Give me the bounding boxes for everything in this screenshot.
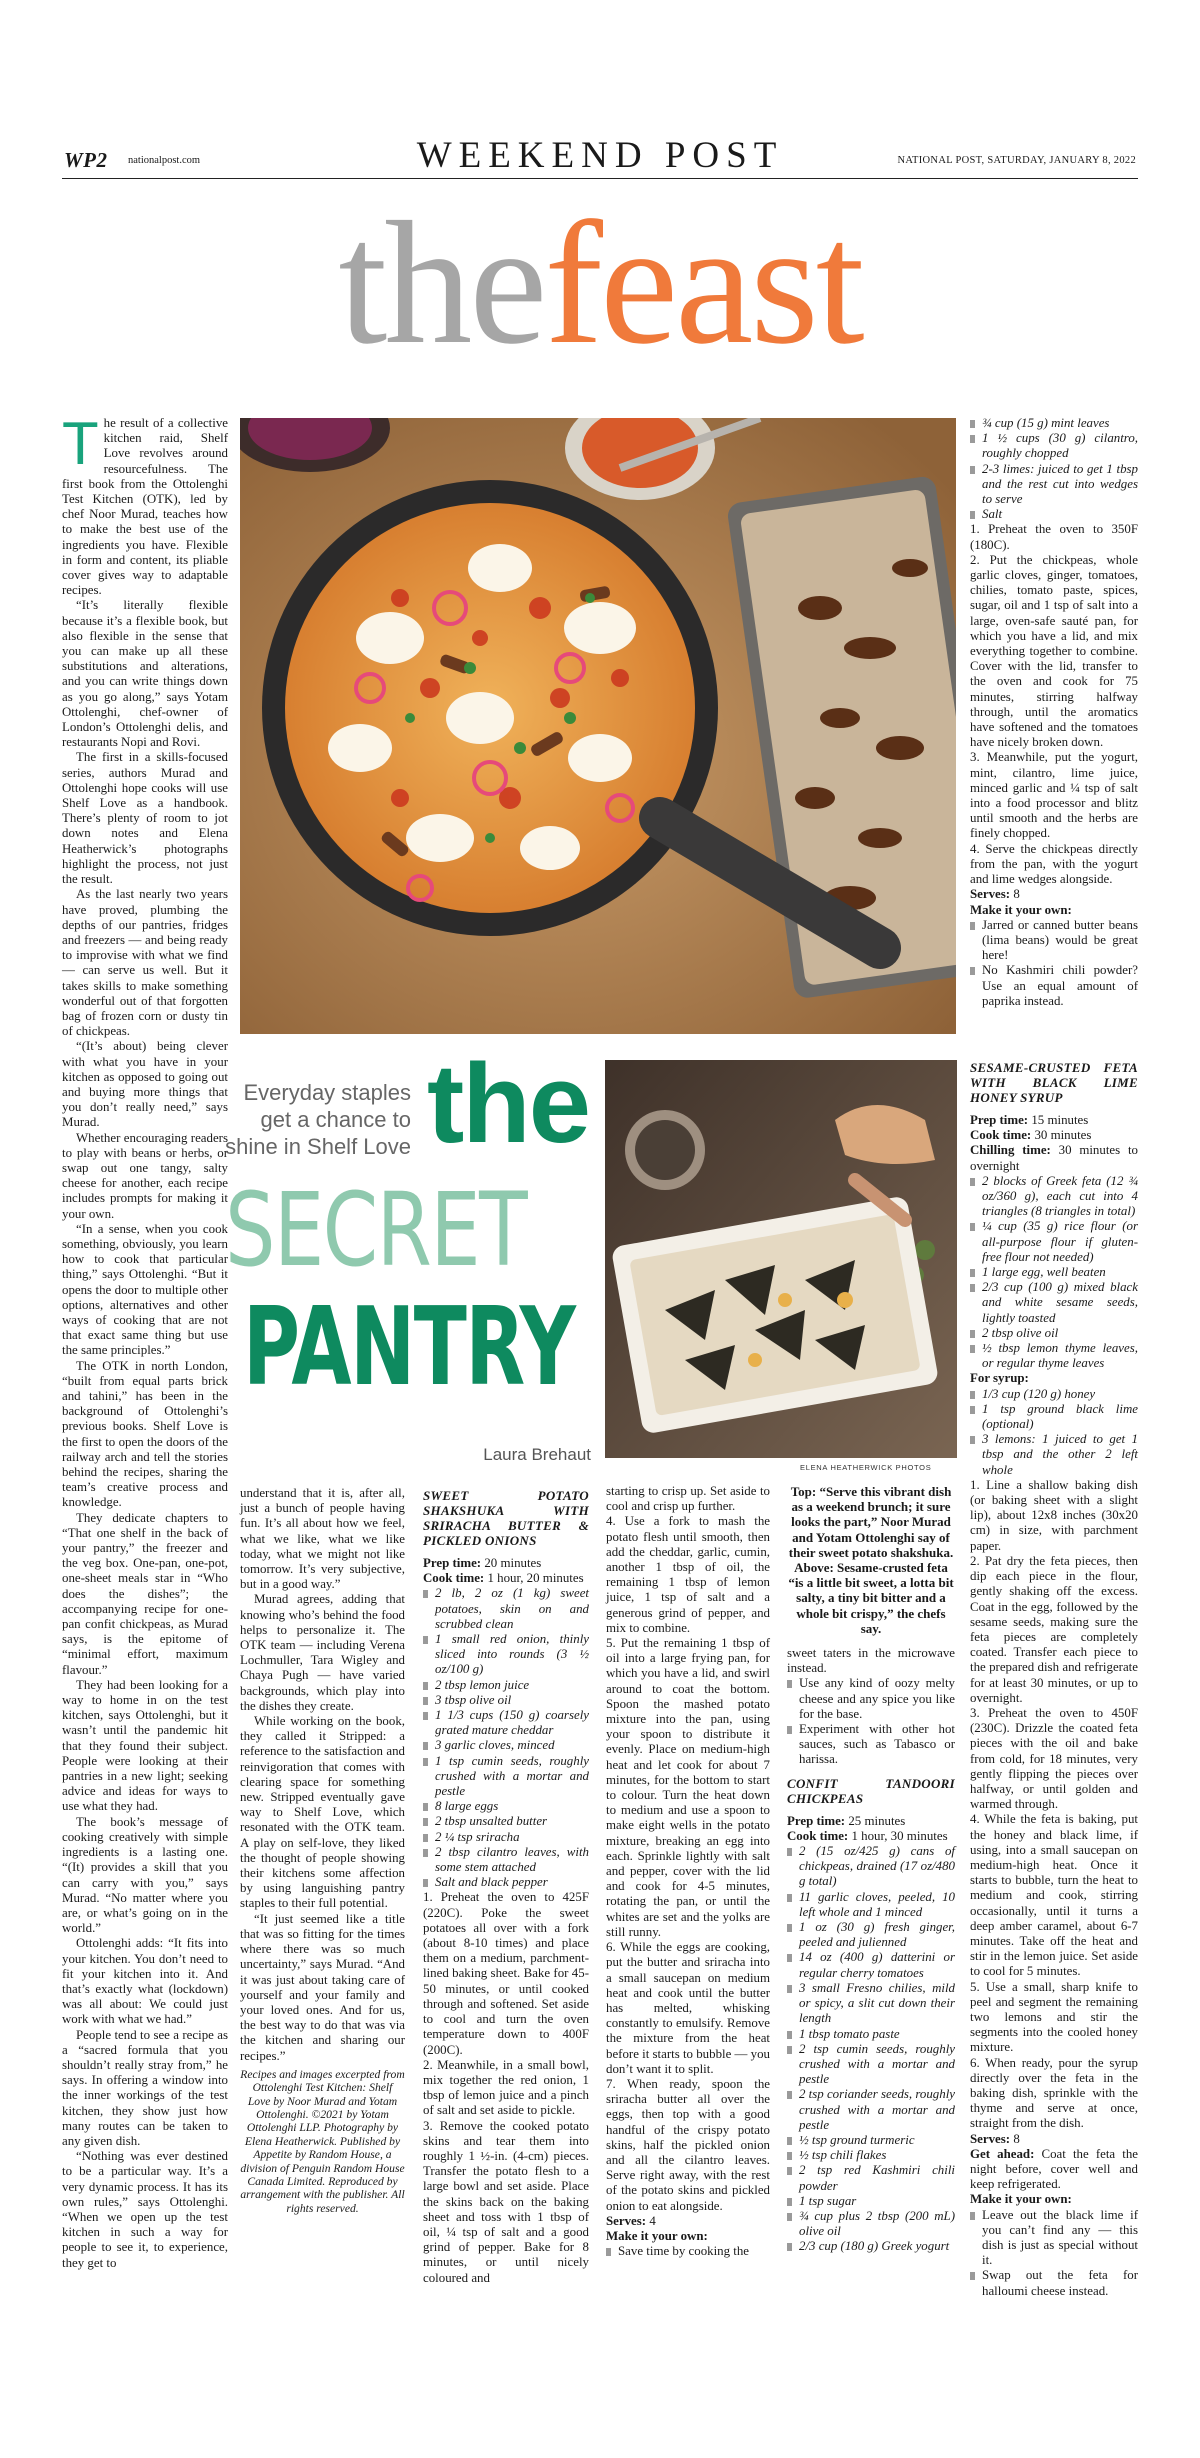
ingredient: 2 tbsp lemon juice bbox=[423, 1678, 589, 1693]
recipe-step: 2. Pat dry the feta pieces, then dip each piece in the flour, gently shaking off the excess. Coat in the egg, followed by the sesame seeds, making sure the feta pieces are completely coated. Transfer each piece to the prepared dish and refrigerate for at least 30 minutes, or up to overnight. bbox=[970, 1553, 1138, 1705]
cook-label: Cook time: bbox=[423, 1571, 485, 1586]
ingredient: 2/3 cup (100 g) mixed black and white sesame seeds, lightly toasted bbox=[970, 1280, 1138, 1326]
recipe-shakshuka-cont bbox=[606, 1484, 770, 2259]
recipe-step: 6. When ready, pour the syrup directly over the feta in the baking dish, sprinkle with the thyme and serve at once, straight from the dish. bbox=[970, 2055, 1138, 2131]
ingredient: ½ tsp chili flakes bbox=[787, 2148, 955, 2163]
prep-time: 15 minutes bbox=[1031, 1113, 1089, 1127]
make-it-your-own-label: Make it your own: bbox=[970, 902, 1072, 917]
prep-time: 20 minutes bbox=[484, 1556, 542, 1570]
ingredient: 3 small Fresno chilies, mild or spicy, a slit cut down their length bbox=[787, 1981, 955, 2027]
feature-tagline bbox=[195, 1079, 411, 1160]
recipe-step: 3. Remove the cooked potato skins and tear them into roughly 1 ½-in. (4-cm) pieces. Transfer the potato flesh to a large bowl and set aside. Place the skins back on the baking sheet and toss with 1 tbsp of oil, ¼ tsp of salt and a good grind of pepper. Bake for 8 minutes, or until nicely coloured and bbox=[423, 2118, 589, 2285]
serves-value: 8 bbox=[1013, 887, 1020, 902]
ingredient: ½ tsp ground turmeric bbox=[787, 2133, 955, 2148]
article-paragraph: Ottolenghi adds: “It fits into your kitchen. You don’t need to fit your kitchen into it. And that’s exactly what (lockdown) was all about: We could just work with what we had.” bbox=[62, 1936, 228, 2027]
article-paragraph: They dedicate chapters to “That one shelf in the back of your pantry,” the freezer and the veg box. One-pan, one-pot, one-sheet meals star in “Who does the dishes”; the accompanying recipe for one-pan confit chickpeas, as Murad says, is the epitome of “minimal effort, maximum flavour.” bbox=[62, 1510, 228, 1677]
article-paragraph: understand that it is, after all, just a bunch of people having fun. It’s all about how we feel, what we like, what we like today, what we might not like tomorrow. It’s very subjective, but in a good way.” bbox=[240, 1486, 405, 1592]
ingredient: 1 oz (30 g) fresh ginger, peeled and julienned bbox=[787, 1920, 955, 1950]
drop-cap: T bbox=[62, 410, 99, 477]
serves-value: 4 bbox=[649, 2213, 656, 2228]
ingredient: 1 large egg, well beaten bbox=[970, 1265, 1138, 1280]
ingredient: 3 lemons: 1 juiced to get 1 tbsp and the other 2 left whole bbox=[970, 1432, 1138, 1478]
tip: No Kashmiri chili powder? Use an equal amount of paprika instead. bbox=[970, 963, 1138, 1009]
ingredient: 8 large eggs bbox=[423, 1799, 589, 1814]
recipe-chickpeas bbox=[787, 1484, 955, 2255]
article-paragraph: The book’s message of cooking creatively with simple ingredients is a lasting one. “(It) provides a skill that you can carry with you,” says Murad. “No matter where you are, or what’s going on in the world.” bbox=[62, 1814, 228, 1936]
page-header bbox=[0, 0, 1200, 180]
tip: Use any kind of oozy melty cheese and any spice you like for the base. bbox=[787, 1676, 955, 1722]
recipe-title: CONFIT TANDOORI CHICKPEAS bbox=[787, 1775, 955, 1806]
feta-photo bbox=[605, 1060, 957, 1458]
tip: Experiment with other hot sauces, such as Tabasco or harissa. bbox=[787, 1722, 955, 1768]
article-paragraph: he result of a collective kitchen raid, Shelf Love revolves around resourcefulness. The first book from the Ottolenghi Test Kitchen (OTK), led by chef Noor Murad, teaches how to make the best use of the ingredients you have. Flexible in form and content, its pliable cover gives way to adaptable recipes. bbox=[62, 416, 228, 598]
recipe-shakshuka bbox=[423, 1484, 589, 2286]
article-paragraph: “It just seemed like a title that was so fitting for the times where there was so much uncertainty,” says Murad. “And it was just about taking care of yourself and your family and your loved ones. And for us, the best way to do that was via the kitchen and sharing our recipes.” bbox=[240, 1911, 405, 2063]
prep-label: Prep time: bbox=[787, 1813, 846, 1828]
article-paragraph: “Nothing was ever destined to be a particular way. It’s a very dynamic process. It has its own rules,” says Ottolenghi. “When we open up the test kitchen in such a way for people to see it, to experience, they get to bbox=[62, 2149, 228, 2270]
ingredient: 1 tsp cumin seeds, roughly crushed with a mortar and pestle bbox=[423, 1754, 589, 1800]
ingredient: 2 tsp red Kashmiri chili powder bbox=[787, 2163, 955, 2193]
ingredient: ¾ cup plus 2 tbsp (200 mL) olive oil bbox=[787, 2209, 955, 2239]
tip: Leave out the black lime if you can’t find any — this dish is just as special without it. bbox=[970, 2208, 1138, 2269]
feature-title-pantry: PANTRY bbox=[243, 1285, 575, 1410]
article-paragraph: While working on the book, they called it Stripped: a reference to the satisfaction and reinvigoration that comes with clearing space for something new. Stripped eventually gave way to Shelf Love, which resonated with the OTK team. A play on self-love, they liked the thought of people showing their kitchens some affection by using languishing pantry staples to their full potential. bbox=[240, 1714, 405, 1911]
ingredient: 3 garlic cloves, minced bbox=[423, 1738, 589, 1753]
recipe-step: 3. Preheat the oven to 450F (230C). Drizzle the coated feta pieces with the oil and bake from cold, for 18 minutes, very gently flipping the pieces over halfway, or until golden and warmed through. bbox=[970, 1705, 1138, 1812]
ingredient: 3 tbsp olive oil bbox=[423, 1693, 589, 1708]
ingredient: 2/3 cup (180 g) Greek yogurt bbox=[787, 2239, 955, 2254]
article-column-2 bbox=[240, 1486, 405, 2215]
ingredient: 1 tbsp tomato paste bbox=[787, 2027, 955, 2042]
ingredient: Salt bbox=[970, 507, 1138, 522]
ingredient: 1 small red onion, thinly sliced into rounds (3 ½ oz/100 g) bbox=[423, 1632, 589, 1678]
prep-label: Prep time: bbox=[970, 1113, 1029, 1127]
ingredient: 2 ¼ tsp sriracha bbox=[423, 1830, 589, 1845]
tagline-line: shine in Shelf Love bbox=[225, 1134, 411, 1159]
article-paragraph: “(It’s about) being clever with what you have in your kitchen as opposed to going out and buying more things that you don’t really need,” says Murad. bbox=[62, 1039, 228, 1130]
prep-time: 25 minutes bbox=[848, 1813, 906, 1828]
serves-label: Serves: bbox=[970, 2131, 1011, 2146]
photo-credit: ELENA HEATHERWICK PHOTOS bbox=[800, 1463, 932, 1472]
paper-name: WEEKEND POST bbox=[416, 135, 784, 176]
shakshuka-photo bbox=[240, 418, 956, 1034]
tagline-line: Everyday staples bbox=[243, 1080, 411, 1105]
ingredient: 2 tsp coriander seeds, roughly crushed with a mortar and pestle bbox=[787, 2087, 955, 2133]
tip: Save time by cooking the bbox=[606, 2244, 770, 2259]
article-paragraph: The first in a skills-focused series, authors Murad and Ottolenghi hope cooks will use Shelf Love as a handbook. There’s plenty of room to jot down notes and Elena Heatherwick’s photographs highlight the process, not just the result. bbox=[62, 750, 228, 887]
recipe-feta bbox=[970, 1056, 1138, 2299]
section-title-feast: feast bbox=[544, 186, 862, 381]
syrup-label: For syrup: bbox=[970, 1371, 1029, 1386]
chill-time: 30 minutes to overnight bbox=[970, 1143, 1138, 1173]
ingredient: 2 blocks of Greek feta (12 ¾ oz/360 g), each cut into 4 triangles (8 triangles in total) bbox=[970, 1174, 1138, 1220]
ingredient: 14 oz (400 g) datterini or regular cherry tomatoes bbox=[787, 1950, 955, 1980]
article-paragraph: They had been looking for a way to home in on the test kitchen, says Ottolenghi, but it wasn’t until the pandemic hit that they found their subject. People were looking at their pantries in a new light; seeking advice and ideas for ways to use what they had. bbox=[62, 1677, 228, 1814]
byline: Laura Brehaut bbox=[483, 1445, 591, 1464]
get-ahead-label: Get ahead: bbox=[970, 2146, 1035, 2161]
ingredient: Salt and black pepper bbox=[423, 1875, 589, 1890]
ingredient: 1/3 cup (120 g) honey bbox=[970, 1387, 1138, 1402]
photo-caption: Top: “Serve this vibrant dish as a weekend brunch; it sure looks the part,” Noor Murad and Yotam Ottolenghi say of their sweet potato shakshuka. Above: Sesame-crusted feta “is a little bit sweet, a lotta bit salty, a tiny bit bitter and a whole bit crispy,” the chefs say. bbox=[788, 1484, 954, 1636]
recipe-step: 1. Preheat the oven to 350F (180C). bbox=[970, 522, 1138, 552]
recipe-step: 1. Line a shallow baking dish (or baking sheet with a slight lip), about 12x8 inches (30x20 cm) in size, with parchment paper. bbox=[970, 1477, 1138, 1553]
cook-label: Cook time: bbox=[787, 1828, 849, 1843]
ingredient: 2 (15 oz/425 g) cans of chickpeas, drained (17 oz/480 g total) bbox=[787, 1844, 955, 1890]
get-ahead-text: Coat the feta the night before, cover well and keep refrigerated. bbox=[970, 2146, 1138, 2192]
serves-value: 8 bbox=[1013, 2131, 1020, 2146]
date-line: NATIONAL POST, SATURDAY, JANUARY 8, 2022 bbox=[897, 155, 1136, 166]
article-paragraph: “It’s literally flexible because it’s a flexible book, but also flexible in the sense that you can make up all these substitutions and alterations, and you can write things down as you go along,” says Yotam Ottolenghi, chef-owner of London’s Ottolenghi delis, and restaurants Nopi and Rovi. bbox=[62, 598, 228, 750]
recipe-step: 4. Serve the chickpeas directly from the pan, with the yogurt and lime wedges alongside. bbox=[970, 841, 1138, 887]
recipe-chickpeas-cont bbox=[970, 416, 1138, 1009]
tip: sweet taters in the microwave instead. bbox=[787, 1646, 955, 1676]
feature-title-secret: SECRET bbox=[225, 1171, 527, 1290]
recipe-step: 4. Use a fork to mash the potato flesh until smooth, then add the cheddar, garlic, cumin, another 1 tbsp of oil, the remaining 1 tbsp of lemon juice, 1 tsp of salt and a generous grind of pepper, and mix to combine. bbox=[606, 1514, 770, 1635]
article-paragraph: Murad agrees, adding that knowing who’s behind the food helps to personalize it. The OTK team — including Verena Lochmuller, Tara Wigley and Chaya Pugh — have varied backgrounds, which play into the dishes they create. bbox=[240, 1592, 405, 1713]
section-title-the: the bbox=[338, 186, 545, 381]
feature-title-the: the bbox=[427, 1041, 589, 1166]
chill-label: Chilling time: bbox=[970, 1143, 1051, 1158]
serves-label: Serves: bbox=[970, 887, 1011, 902]
recipe-step: 4. While the feta is baking, put the honey and black lime, if using, into a small saucepan on medium-high heat. Once it starts to bubble, turn the heat to medium and cook, stirring occasionally, until it turns a deep amber caramel, about 6-7 minutes. Take off the heat and stir in the lemon juice. Set aside to cool for 5 minutes. bbox=[970, 1812, 1138, 1979]
cook-label: Cook time: bbox=[970, 1128, 1032, 1143]
recipe-title: SWEET POTATO SHAKSHUKA WITH SRIRACHA BUTTER & PICKLED ONIONS bbox=[423, 1488, 589, 1548]
recipe-step: 5. Use a small, sharp knife to peel and segment the remaining two lemons and stir the segments into the cooled honey mixture. bbox=[970, 1979, 1138, 2055]
recipe-step: 7. When ready, spoon the sriracha butter all over the eggs, then top with a good handful of the crispy potato skins, half the pickled onion and all the cilantro leaves. Serve right away, with the rest of the potato skins and pickled onion to eat alongside. bbox=[606, 2076, 770, 2213]
article-paragraph: Whether encouraging readers to play with beans or herbs, or swap out one tangy, salty cheese for another, each recipe includes prompts for making it your own. bbox=[62, 1130, 228, 1221]
ingredient: ¼ cup (35 g) rice flour (or all-purpose flour if gluten-free flour not needed) bbox=[970, 1219, 1138, 1265]
article-paragraph: The OTK in north London, “built from equal parts brick and tahini,” has been in the background of Ottolenghi’s previous books. Shelf Love is the first to open the doors of the railway arch and tell the stories behind the recipes, sharing the team’s creative process and knowledge. bbox=[62, 1358, 228, 1510]
section-title bbox=[0, 186, 1200, 381]
ingredient: 2 tsp cumin seeds, roughly crushed with a mortar and pestle bbox=[787, 2042, 955, 2088]
article-paragraph: People tend to see a recipe as a “sacred formula that you shouldn’t really stray from,” he says. In offering a window into the inner workings of the test kitchen, they show just how many routes can be taken to any given dish. bbox=[62, 2027, 228, 2148]
cook-time: 1 hour, 20 minutes bbox=[487, 1571, 584, 1586]
ingredient: 1 tsp ground black lime (optional) bbox=[970, 1402, 1138, 1432]
ingredient: 1 1/3 cups (150 g) coarsely grated mature cheddar bbox=[423, 1708, 589, 1738]
tip: Jarred or canned butter beans (lima beans) would be great here! bbox=[970, 918, 1138, 964]
header-rule bbox=[62, 178, 1138, 179]
ingredient: 2 lb, 2 oz (1 kg) sweet potatoes, skin on and scrubbed clean bbox=[423, 1586, 589, 1632]
ingredient: ¾ cup (15 g) mint leaves bbox=[970, 416, 1138, 431]
feature-title-block bbox=[195, 1041, 595, 1465]
tagline-line: get a chance to bbox=[260, 1107, 411, 1132]
prep-label: Prep time: bbox=[423, 1556, 482, 1570]
page-label: WP2 bbox=[64, 148, 108, 172]
recipe-title: SESAME-CRUSTED FETA WITH BLACK LIME HONEY SYRUP bbox=[970, 1060, 1138, 1105]
recipe-step: starting to crisp up. Set aside to cool and crisp up further. bbox=[606, 1484, 770, 1514]
recipe-step: 1. Preheat the oven to 425F (220C). Poke the sweet potatoes all over with a fork (about 8-10 times) and place them on a medium, parchment-lined baking sheet. Bake for 45-50 minutes, or until cooked through and softened. Set aside to cool and turn the oven temperature down to 400F (200C). bbox=[423, 1890, 589, 2057]
site-url[interactable]: nationalpost.com bbox=[128, 155, 201, 166]
make-it-your-own-label: Make it your own: bbox=[970, 2192, 1072, 2207]
recipe-step: 2. Put the chickpeas, whole garlic cloves, ginger, tomatoes, chilies, tomato paste, spices, sugar, oil and 1 tsp of salt into a large, oven-safe sauté pan, for which you have a lid, and mix everything together to combine. Cover with the lid, transfer to the oven and cook for 75 minutes, stirring halfway through, until the aromatics have softened and the tomatoes have nicely broken down. bbox=[970, 552, 1138, 750]
article-paragraph: “In a sense, when you cook something, obviously, you learn how to cook that particular thing,” says Ottolenghi. “But it opens the door to multiple other options, alternatives and other ways of cooking that are not that exact same thing but use the same principles.” bbox=[62, 1221, 228, 1358]
article-paragraph: As the last nearly two years have proved, plumbing the depths of our pantries, fridges and freezers — and being ready to improvise with what we find — can serve us well. But it takes skills to make something wonderful out of that forgotten bag of frozen corn or dusty tin of chickpeas. bbox=[62, 887, 228, 1039]
ingredient: 2 tbsp unsalted butter bbox=[423, 1814, 589, 1829]
ingredient: ½ tbsp lemon thyme leaves, or regular thyme leaves bbox=[970, 1341, 1138, 1371]
tip: Swap out the feta for halloumi cheese instead. bbox=[970, 2268, 1138, 2298]
recipe-step: 2. Meanwhile, in a small bowl, mix together the red onion, 1 tbsp of lemon juice and a pinch of salt and set aside to pickle. bbox=[423, 2057, 589, 2118]
ingredient: 11 garlic cloves, peeled, 10 left whole and 1 minced bbox=[787, 1890, 955, 1920]
recipe-step: 3. Meanwhile, put the yogurt, mint, cilantro, lime juice, minced garlic and ¼ tsp of salt into a food processor and blitz until smooth and the herbs are finely chopped. bbox=[970, 750, 1138, 841]
ingredient: 1 ½ cups (30 g) cilantro, roughly chopped bbox=[970, 431, 1138, 461]
cook-time: 1 hour, 30 minutes bbox=[851, 1828, 948, 1843]
ingredient: 1 tsp sugar bbox=[787, 2194, 955, 2209]
ingredient: 2 tbsp cilantro leaves, with some stem attached bbox=[423, 1845, 589, 1875]
recipe-step: 6. While the eggs are cooking, put the butter and sriracha into a small saucepan on medium heat and cook until the butter has melted, whisking constantly to emulsify. Remove the mixture from the heat before it starts to bubble — you don’t want it to split. bbox=[606, 1940, 770, 2076]
recipe-step: 5. Put the remaining 1 tbsp of oil into a large frying pan, for which you have a lid, and swirl around to coat the bottom. Spoon the mashed potato mixture into the pan, using your spoon to distribute it evenly. Place on medium-high heat and let cook for about 7 minutes, for the bottom to start to colour. Turn the heat down to medium and use a spoon to make eight wells in the potato mixture, breaking an egg into each. Sprinkle lightly with salt and pepper, cover with the lid and cook for 4-5 minutes, rotating the pan, or until the whites are set and the yolks are still runny. bbox=[606, 1636, 770, 1939]
serves-label: Serves: bbox=[606, 2213, 647, 2228]
cook-time: 30 minutes bbox=[1034, 1128, 1092, 1143]
excerpt-credit: Recipes and images excerpted from Ottolenghi Test Kitchen: Shelf Love by Noor Murad and Yotam Ottolenghi. ©2021 by Yotam Ottolenghi LLP. Photography by Elena Heatherwick. Published by Appetite by Random House, a division of Penguin Random House Canada Limited. Reproduced by arrangement with the publisher. All rights reserved. bbox=[240, 2067, 405, 2215]
ingredient: 2 tbsp olive oil bbox=[970, 1326, 1138, 1341]
make-it-your-own-label: Make it your own: bbox=[606, 2228, 708, 2243]
ingredient: 2-3 limes: juiced to get 1 tbsp and the rest cut into wedges to serve bbox=[970, 462, 1138, 508]
